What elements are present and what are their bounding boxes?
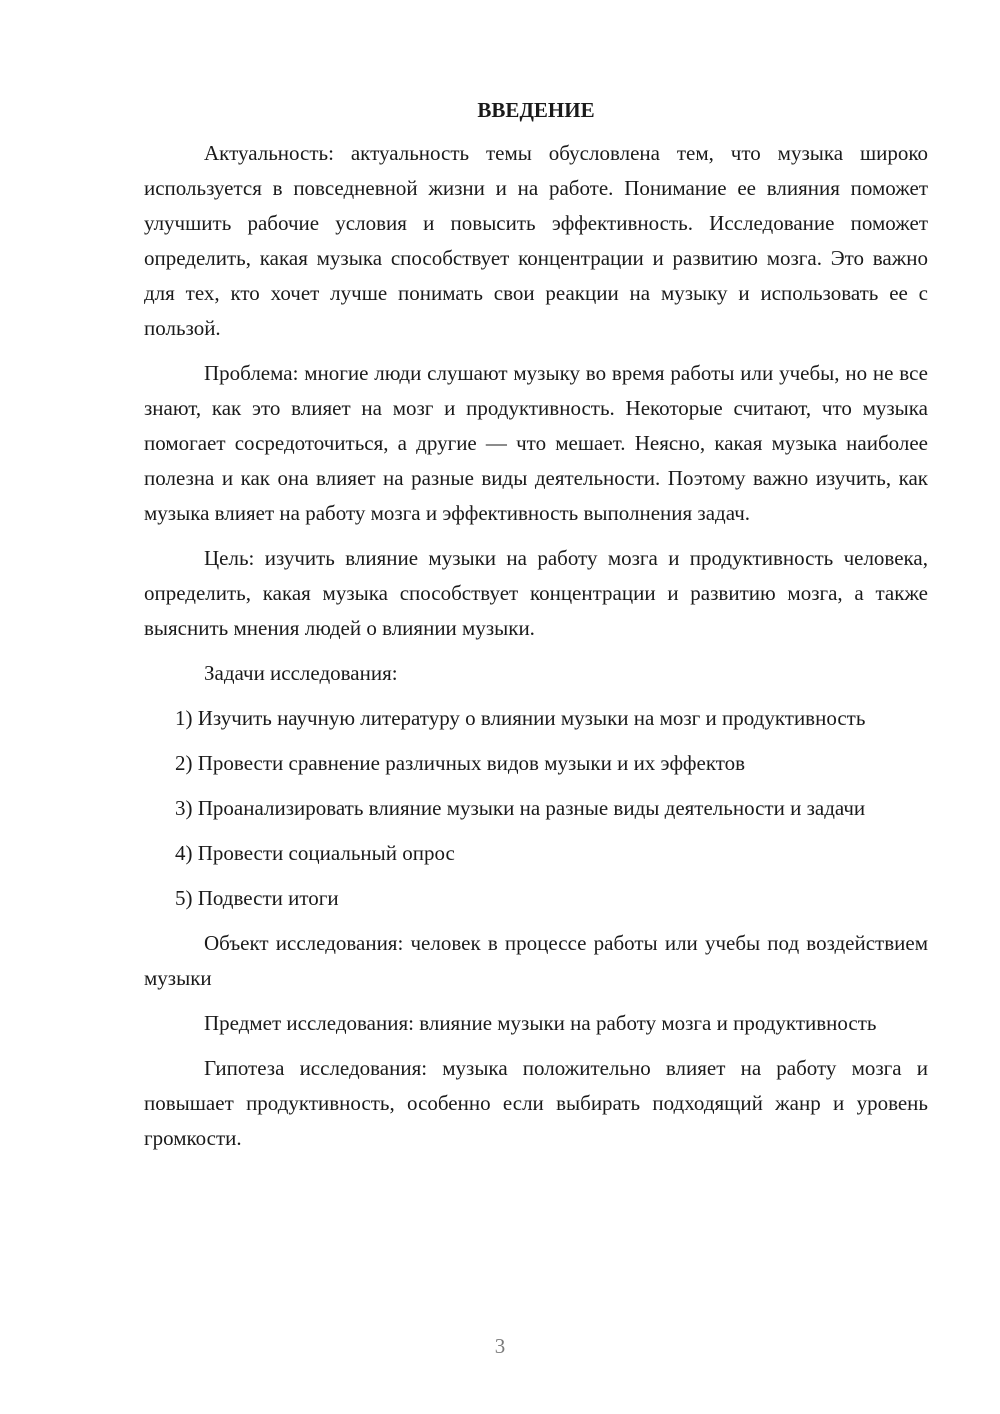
task-list-item: 2) Провести сравнение различных видов музыки и их эффектов: [175, 751, 746, 775]
paragraph-goal: Цель: изучить влияние музыки на работу мозга и продуктивность человека, определить, какая музыка способствует концентрации и развитию мозга, а также выяснить мнения людей о влиянии музыки.: [144, 546, 928, 640]
section-title: ВВЕДЕНИЕ: [477, 98, 595, 122]
paragraph-object: Объект исследования: человек в процессе работы или учебы под воздействием музыки: [144, 931, 928, 990]
task-list-item: 4) Провести социальный опрос: [175, 841, 455, 865]
page-number: 3: [494, 1334, 506, 1358]
page-content: [144, 92, 928, 1166]
task-list-item: 1) Изучить научную литературу о влиянии музыки на мозг и продуктивность: [175, 706, 866, 730]
paragraph-subject: Предмет исследования: влияние музыки на работу мозга и продуктивность: [204, 1011, 877, 1035]
paragraph-relevance: Актуальность: актуальность темы обусловлена тем, что музыка широко используется в повседневной жизни и на работе. Понимание ее влияния поможет улучшить рабочие условия и повысить эффективность. Исследование поможет определить, какая музыка способствует концентрации и развитию мозга. Это важно для тех, кто хочет лучше понимать свои реакции на музыку и использовать ее с пользой.: [144, 141, 928, 340]
paragraph-tasks-heading: Задачи исследования:: [204, 661, 398, 685]
task-list-item: 5) Подвести итоги: [175, 886, 339, 910]
paragraph-problem: Проблема: многие люди слушают музыку во время работы или учебы, но не все знают, как это влияет на мозг и продуктивность. Некоторые считают, что музыка помогает сосредоточиться, а другие — что мешает. Неясно, какая музыка наиболее полезна и как она влияет на разные виды деятельности. Поэтому важно изучить, как музыка влияет на работу мозга и эффективность выполнения задач.: [144, 361, 928, 525]
paragraph-hypothesis: Гипотеза исследования: музыка положительно влияет на работу мозга и повышает продуктивность, особенно если выбирать подходящий жанр и уровень громкости.: [144, 1056, 928, 1150]
task-list-item: 3) Проанализировать влияние музыки на разные виды деятельности и задачи: [175, 796, 866, 820]
